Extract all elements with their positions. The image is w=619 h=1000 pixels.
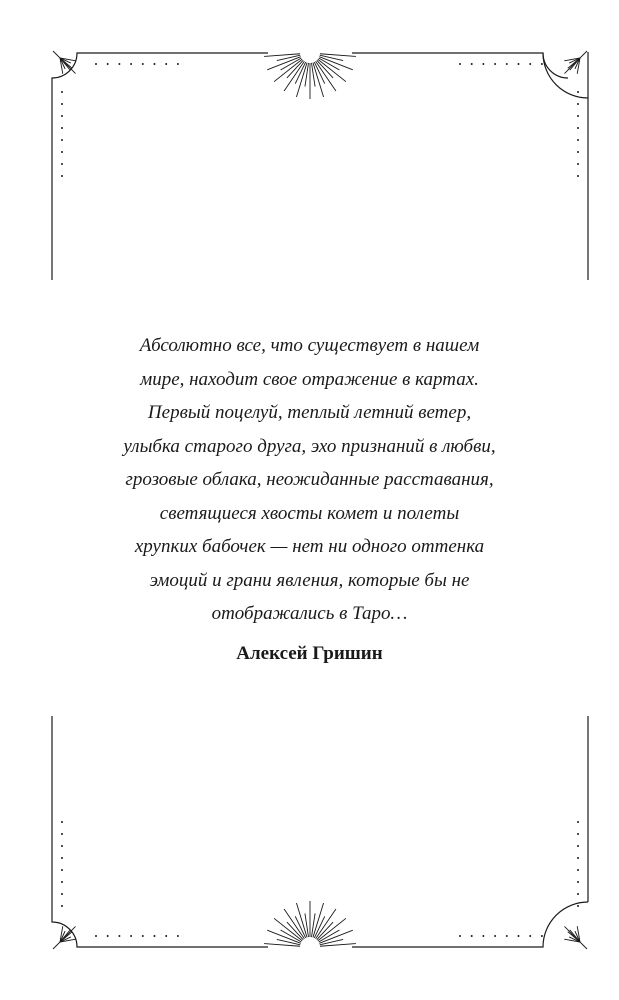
quote-line: светящиеся хвосты комет и полеты xyxy=(159,502,460,524)
quote-line: Абсолютно все, что существует в нашем xyxy=(139,335,480,356)
quote-line: мире, находит свое отражение в картах. xyxy=(140,368,479,390)
quote-line: Первый поцелуй, теплый летний ветер, xyxy=(147,402,472,423)
starburst-corner-icon xyxy=(53,51,76,74)
quote-line: отображались в Таро… xyxy=(211,603,408,624)
sunburst-icon xyxy=(264,901,356,946)
sunburst-icon xyxy=(264,54,356,99)
starburst-corner-icon xyxy=(53,926,76,949)
starburst-corner-icon xyxy=(564,926,587,949)
starburst-corner-icon xyxy=(564,51,587,74)
quote-line: грозовые облака, неожиданные расставания, xyxy=(125,469,494,490)
quote-author: Алексей Гришин xyxy=(236,642,383,664)
quote-line: хрупких бабочек — нет ни одного оттенка xyxy=(134,536,485,557)
quote-line: эмоций и грани явления, которые бы не xyxy=(149,569,470,591)
epigraph xyxy=(60,329,559,669)
quote-line: улыбка старого друга, эхо признаний в любви, xyxy=(123,435,496,457)
